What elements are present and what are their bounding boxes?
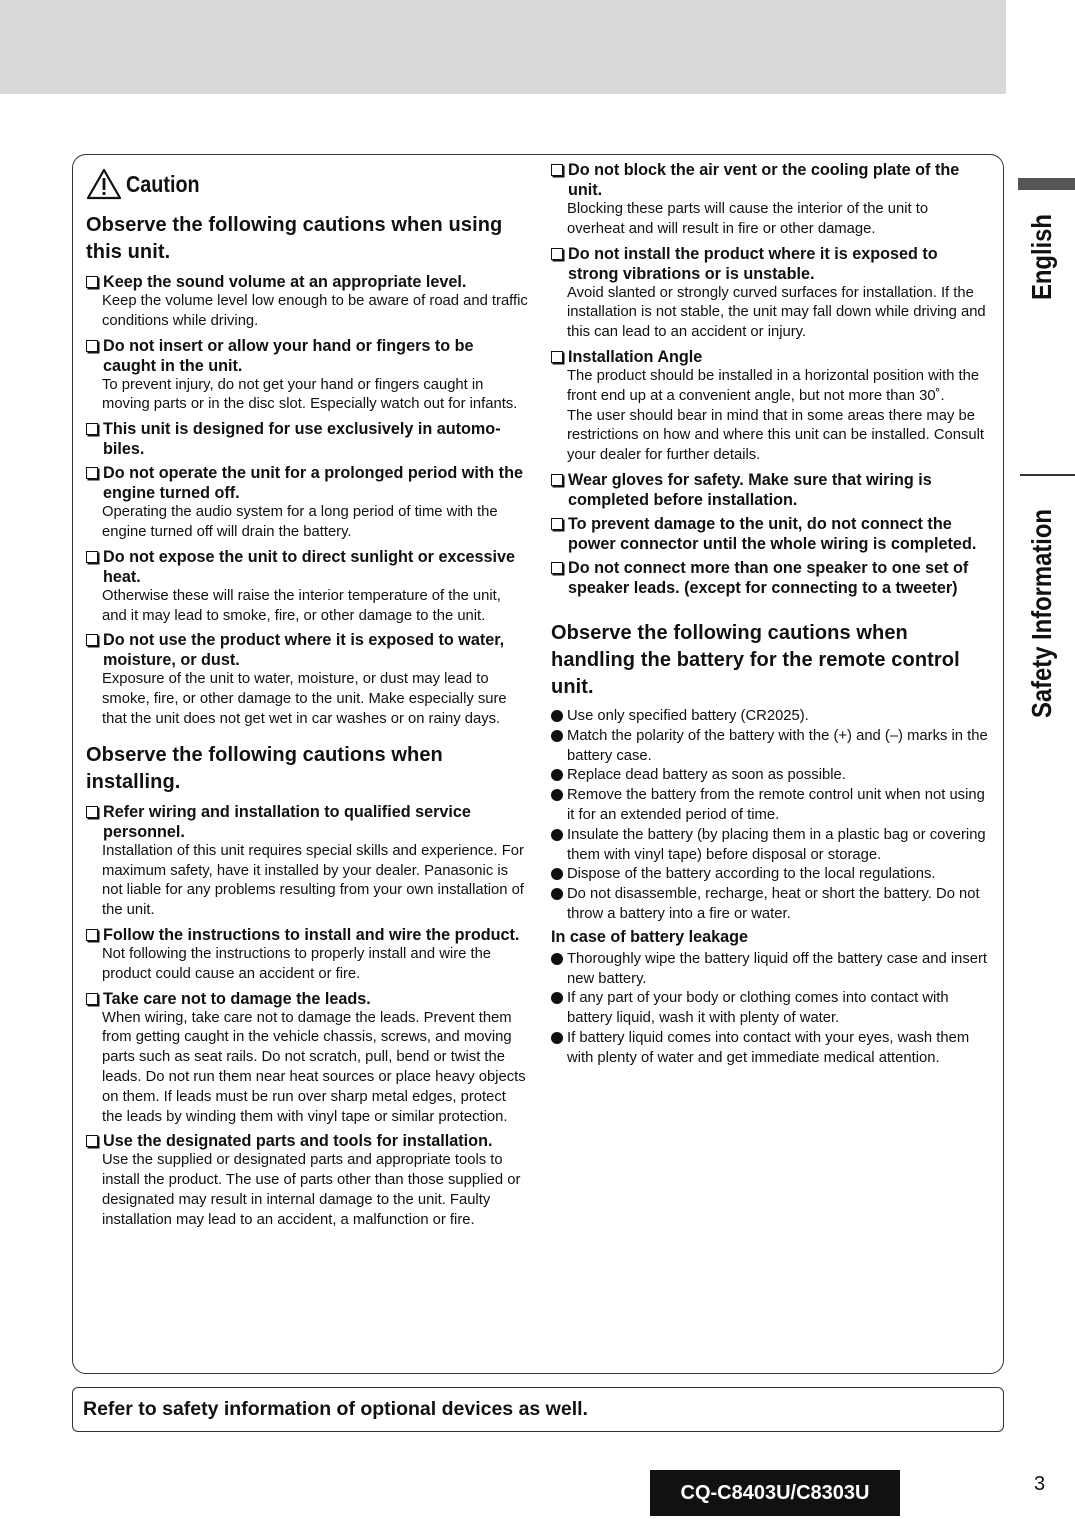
item-text: Keep the volume level low enough to be aware of road and traffic conditions while driving.	[102, 293, 528, 329]
bullet-dot-icon	[551, 868, 563, 880]
list-item-text: Dispose of the battery according to the local regulations.	[567, 866, 936, 883]
checkbox-bullet-icon	[86, 276, 98, 288]
warning-triangle-icon	[86, 168, 122, 200]
list-item-text: Use only specified battery (CR2025).	[567, 707, 809, 724]
battery-list	[551, 707, 989, 925]
checkbox-bullet-icon	[86, 1135, 98, 1147]
checkbox-bullet-icon	[551, 518, 563, 530]
caution-item	[86, 419, 528, 459]
item-text: The product should be installed in a horizontal position with the front end up at a convenient angle, but not more than 30˚.	[567, 367, 980, 404]
item-heading: Do not install the product where it is exposed to strong vibrations or is unstable.	[568, 244, 938, 283]
caution-heading	[86, 168, 528, 200]
caution-item	[86, 802, 528, 921]
item-text: Operating the audio system for a long period of time with the engine turned off will drain the battery.	[102, 504, 498, 540]
checkbox-bullet-icon	[86, 634, 98, 646]
item-heading: Do not expose the unit to direct sunlight or excessive heat.	[103, 547, 515, 586]
checkbox-bullet-icon	[551, 351, 563, 363]
checkbox-bullet-icon	[551, 474, 563, 486]
list-item	[551, 865, 989, 885]
item-text: Not following the instructions to properly install and wire the product could cause an accident or fire.	[102, 945, 492, 982]
item-heading: This unit is designed for use exclusively in automobiles.	[103, 420, 501, 459]
list-item-text: If any part of your body or clothing comes into contact with battery liquid, wash it with plenty of water.	[567, 990, 949, 1027]
caution-item	[86, 272, 528, 332]
bullet-dot-icon	[551, 730, 563, 742]
list-item-text: Insulate the battery (by placing them in a plastic bag or covering them with vinyl tape) before disposal or storage.	[567, 826, 986, 863]
list-item	[551, 786, 989, 826]
leakage-heading: In case of battery leakage	[551, 927, 749, 946]
sidebar-divider	[1020, 474, 1075, 476]
item-heading: Take care not to damage the leads.	[103, 989, 371, 1008]
list-item	[551, 826, 989, 866]
item-text: Blocking these parts will cause the interior of the unit to overheat and will result in fire or other damage.	[567, 201, 929, 237]
caution-item	[551, 558, 989, 598]
section-heading-battery: Observe the following cautions when handling the battery for the remote control unit.	[551, 621, 960, 698]
model-badge: CQ-C8403U/C8303U	[650, 1470, 900, 1516]
caution-item	[86, 547, 528, 627]
sidebar-section-label: Safety Information	[1026, 509, 1057, 718]
checkbox-bullet-icon	[86, 929, 98, 941]
item-heading: Keep the sound volume at an appropriate level.	[103, 273, 467, 291]
caution-item	[86, 1131, 528, 1230]
sidebar-language-label: English	[1026, 214, 1057, 300]
sidebar-accent-bar	[1018, 178, 1075, 190]
checkbox-bullet-icon	[551, 562, 563, 574]
checkbox-bullet-icon	[86, 340, 98, 352]
item-text: Avoid slanted or strongly curved surfaces for installation. If the installation is not stable, the unit may fall down while driving and this can lead to an accident or injury.	[567, 284, 986, 341]
caution-item	[86, 463, 528, 543]
caution-item	[551, 514, 989, 554]
page-number: 3	[1034, 1473, 1046, 1495]
bullet-dot-icon	[551, 789, 563, 801]
list-item	[551, 950, 989, 990]
bullet-dot-icon	[551, 769, 563, 781]
item-heading: Do not operate the unit for a prolonged period with the engine turned off.	[103, 464, 523, 503]
section-heading-installing: Observe the following cautions when installing.	[86, 743, 443, 793]
bullet-dot-icon	[551, 710, 563, 722]
list-item-text: Remove the battery from the remote control unit when not using it for an extended period of time.	[567, 787, 985, 823]
item-text: The user should bear in mind that in some areas there may be restrictions on how and where this unit can be installed. Consult your dealer for further details.	[567, 407, 985, 464]
item-heading: To prevent damage to the unit, do not connect the power connector until the whole wiring is completed.	[568, 514, 977, 553]
checkbox-bullet-icon	[86, 806, 98, 818]
top-gray-band	[0, 0, 1006, 94]
item-text: Exposure of the unit to water, moisture, or dust may lead to smoke, fire, or other damage to the unit. Make especially sure that the unit does not get wet in car washes or on rainy days.	[102, 671, 507, 727]
bullet-dot-icon	[551, 953, 563, 965]
item-heading: Wear gloves for safety. Make sure that wiring is completed before installation.	[568, 470, 932, 509]
item-text: Use the supplied or designated parts and appropriate tools to install the product. The use of parts other than those supplied or designated may result in internal damage to the unit. Faulty installation may lead to an accident, a malfunction or fire.	[102, 1152, 521, 1228]
list-item-text: Do not disassemble, recharge, heat or short the battery. Do not throw a battery into a fire or water.	[567, 886, 980, 922]
caution-item	[551, 244, 989, 343]
list-item	[551, 989, 989, 1029]
item-heading: Refer wiring and installation to qualified service personnel.	[103, 802, 471, 841]
caution-item	[551, 347, 989, 466]
list-item	[551, 885, 989, 925]
list-item-text: Thoroughly wipe the battery liquid off the battery case and insert new battery.	[567, 950, 988, 987]
section-heading-using: Observe the following cautions when using this unit.	[86, 214, 503, 263]
checkbox-bullet-icon	[86, 467, 98, 479]
checkbox-bullet-icon	[551, 248, 563, 260]
list-item	[551, 707, 989, 727]
item-text: To prevent injury, do not get your hand or fingers caught in moving parts or in the disc slot. Especially watch out for infants.	[102, 376, 518, 413]
bullet-dot-icon	[551, 829, 563, 841]
caution-title: Caution	[126, 170, 200, 197]
item-heading: Follow the instructions to install and wire the product.	[103, 925, 520, 944]
caution-item	[86, 925, 528, 985]
checkbox-bullet-icon	[86, 551, 98, 563]
caution-item	[86, 630, 528, 729]
list-item-text: Match the polarity of the battery with the (+) and (–) marks in the battery case.	[567, 727, 988, 764]
item-heading: Do not use the product where it is exposed to water, moisture, or dust.	[103, 631, 505, 670]
checkbox-bullet-icon	[551, 164, 563, 176]
list-item	[551, 1029, 989, 1069]
checkbox-bullet-icon	[86, 423, 98, 435]
list-item-text: If battery liquid comes into contact with your eyes, wash them with plenty of water and get immediate medical attention.	[567, 1029, 970, 1066]
item-heading: Installation Angle	[568, 347, 703, 366]
item-heading: Do not connect more than one speaker to one set of speaker leads. (except for connecting to a tweeter)	[568, 558, 969, 597]
bullet-dot-icon	[551, 992, 563, 1004]
item-text: When wiring, take care not to damage the leads. Prevent them from getting caught in the vehicle chassis, screws, and moving parts such as seat rails. Do not scratch, pull, bend or twist the leads. Do not run them near heat sources or place heavy objects on them. If leads must be run over sharp metal edges, protect the leads by winding them with vinyl tape or similar protection.	[102, 1009, 526, 1125]
caution-item	[551, 470, 989, 510]
checkbox-bullet-icon	[86, 993, 98, 1005]
refer-note: Refer to safety information of optional devices as well.	[72, 1387, 1004, 1432]
leakage-list	[551, 950, 989, 1069]
left-column	[86, 160, 528, 1235]
item-heading: Use the designated parts and tools for installation.	[103, 1132, 493, 1151]
item-heading: Do not block the air vent or the cooling plate of the unit.	[568, 161, 960, 199]
list-item	[551, 727, 989, 767]
caution-item	[86, 336, 528, 416]
item-text: Installation of this unit requires special skills and experience. For maximum safety, have it installed by your dealer. Panasonic is not liable for any problems resulting from your own installation of the unit.	[102, 842, 524, 919]
bullet-dot-icon	[551, 1032, 563, 1044]
caution-item	[551, 160, 989, 240]
list-item	[551, 766, 989, 786]
right-column	[551, 160, 989, 1069]
bullet-dot-icon	[551, 888, 563, 900]
item-text: Otherwise these will raise the interior temperature of the unit, and it may lead to smoke, fire, or other damage to the unit.	[102, 587, 501, 624]
item-heading: Do not insert or allow your hand or fingers to be caught in the unit.	[103, 336, 474, 375]
list-item-text: Replace dead battery as soon as possible.	[567, 767, 846, 784]
caution-item	[86, 989, 528, 1128]
